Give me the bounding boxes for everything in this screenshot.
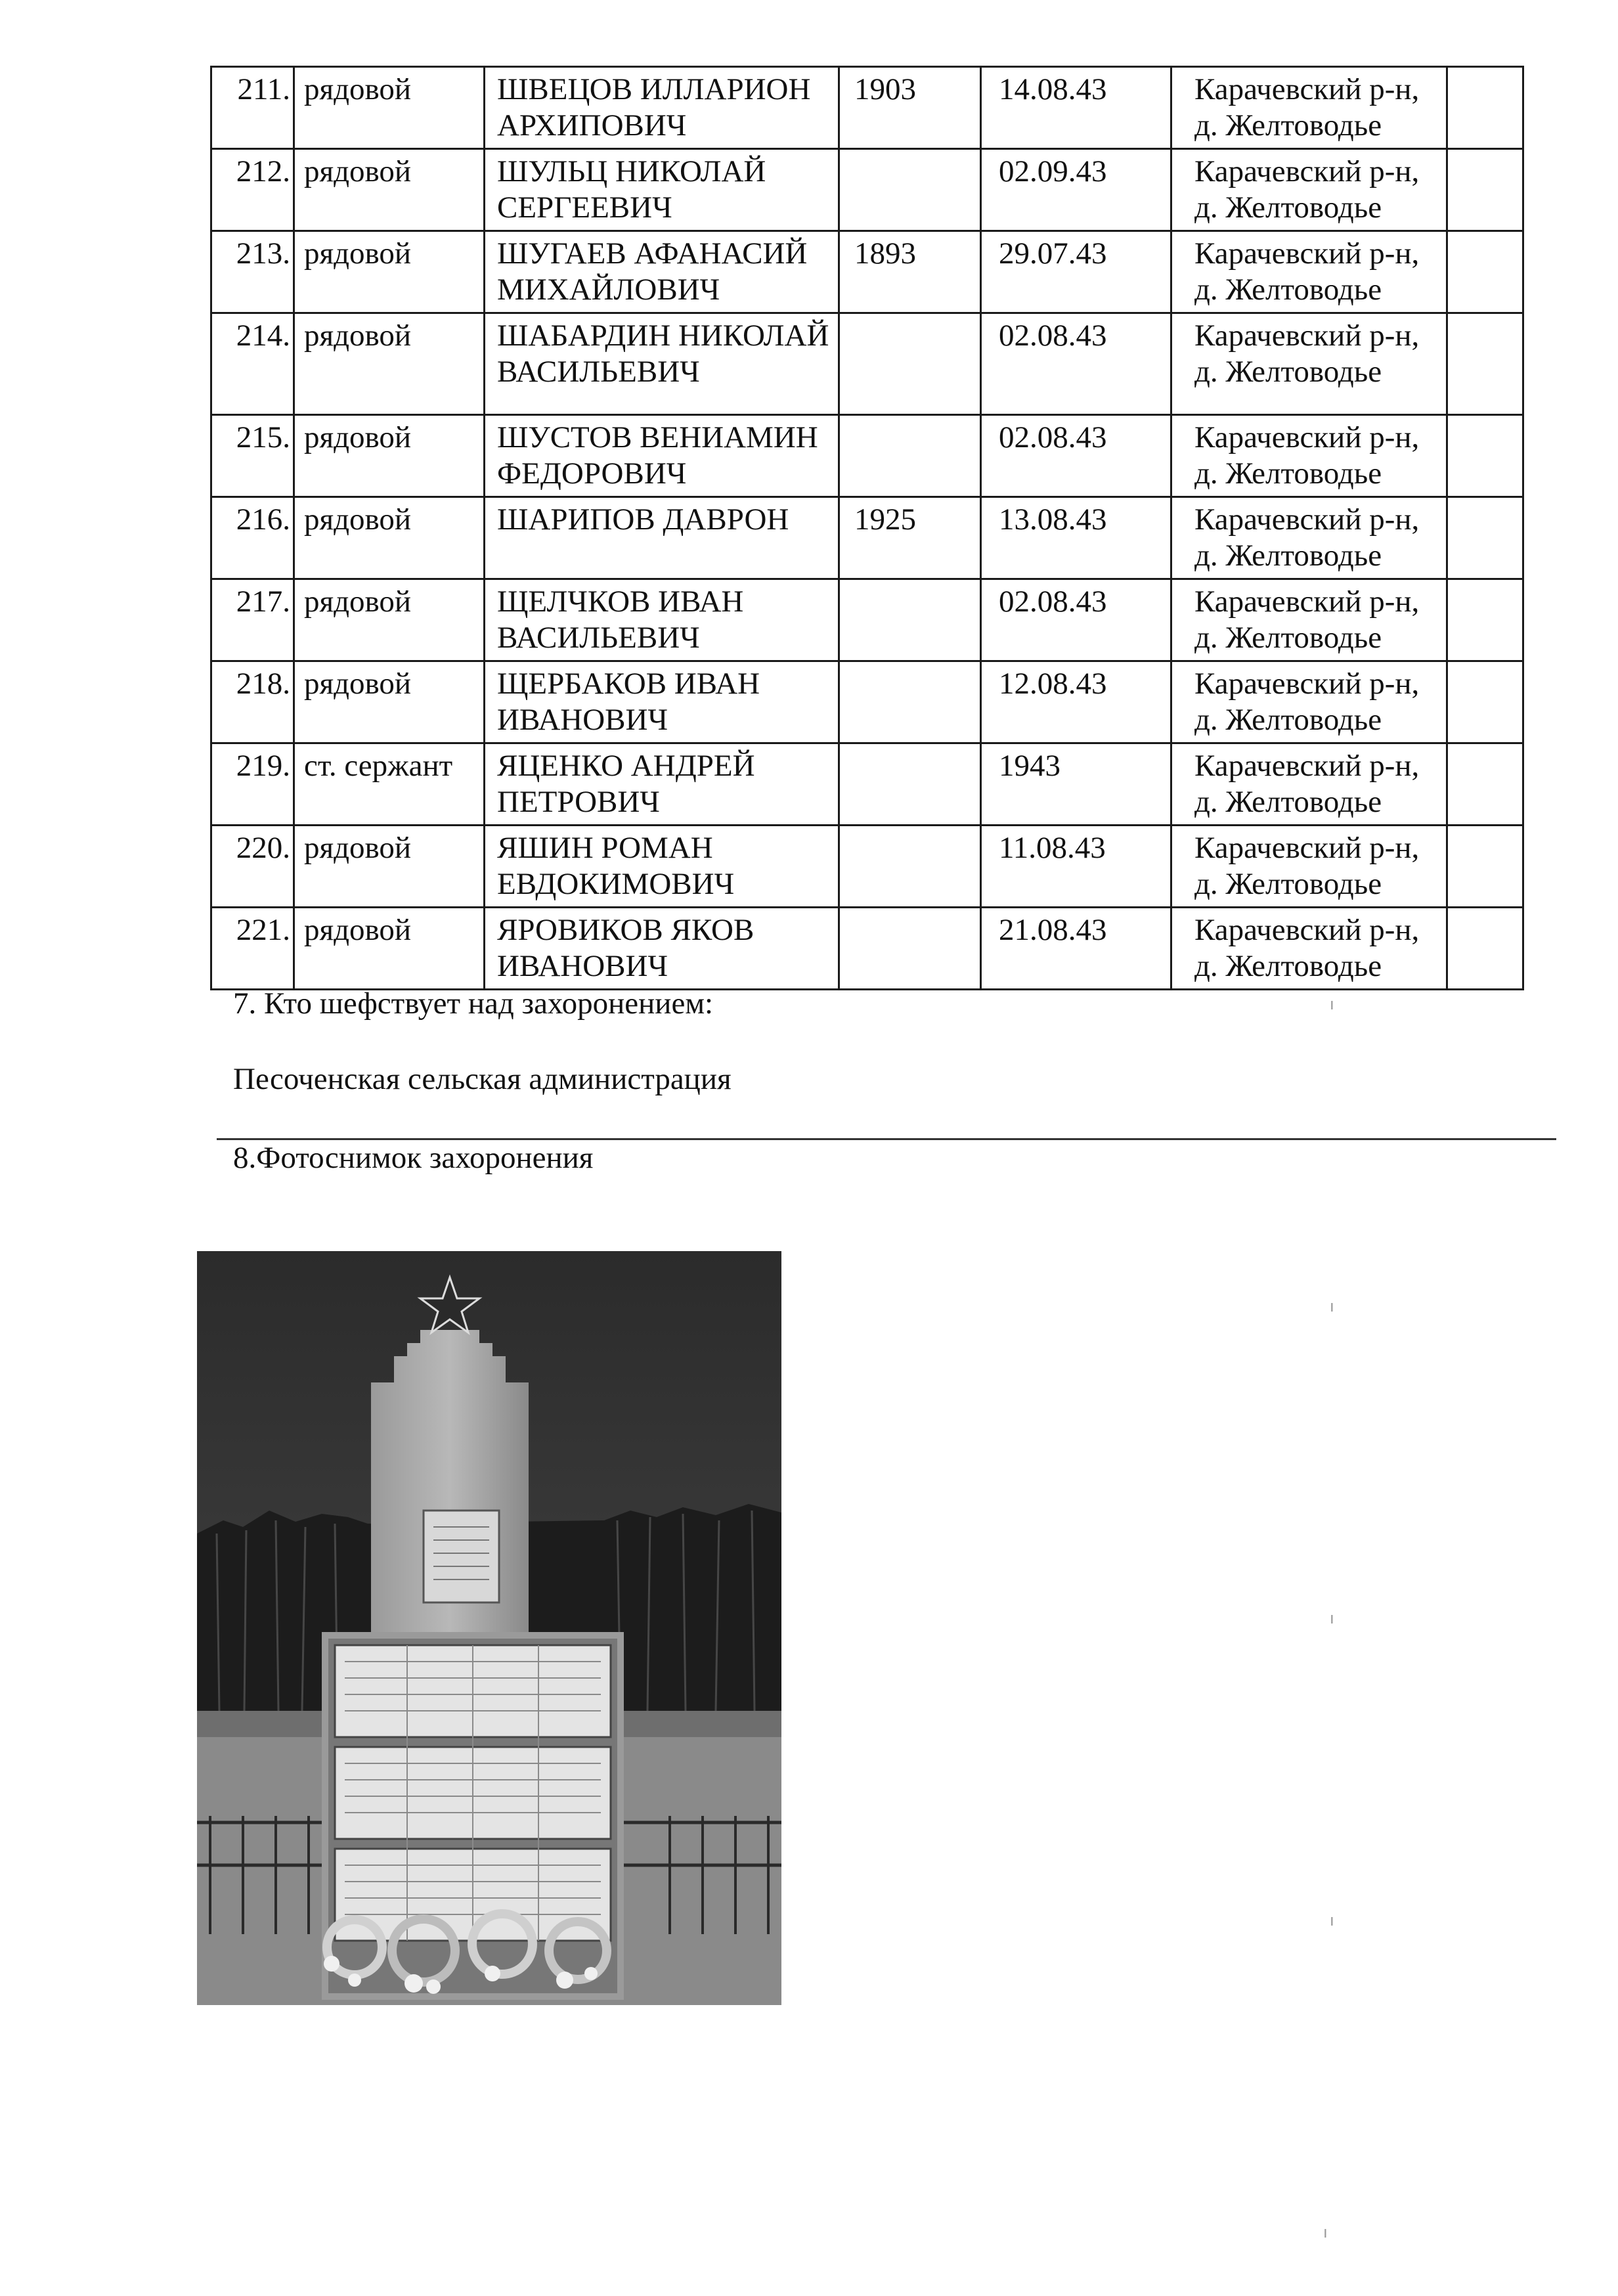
military-rank: рядовой [294, 67, 485, 149]
military-rank: рядовой [294, 415, 485, 497]
death-date: 02.08.43 [981, 415, 1171, 497]
military-rank: рядовой [294, 231, 485, 313]
empty-cell [1447, 908, 1523, 990]
empty-cell [1447, 231, 1523, 313]
soldier-name: ШАРИПОВ ДАВРОН [485, 497, 839, 579]
row-number: 213. [211, 231, 294, 313]
empty-cell [1447, 497, 1523, 579]
row-number: 214. [211, 313, 294, 415]
birth-year [839, 661, 981, 743]
burial-place: Карачевский р-н, д. Желтоводье [1171, 149, 1447, 231]
burial-place: Карачевский р-н, д. Желтоводье [1171, 497, 1447, 579]
table-row [211, 661, 1523, 743]
scan-speck: ı [1330, 1297, 1334, 1315]
table-row [211, 743, 1523, 826]
table-row [211, 579, 1523, 661]
empty-cell [1447, 149, 1523, 231]
row-number: 211. [211, 67, 294, 149]
soldier-name: ЩЕЛЧКОВ ИВАН ВАСИЛЬЕВИЧ [485, 579, 839, 661]
death-date: 29.07.43 [981, 231, 1171, 313]
table-row [211, 497, 1523, 579]
row-number: 220. [211, 826, 294, 908]
caretaker-organization: Песоченская сельская администрация [233, 1062, 732, 1096]
table-row [211, 149, 1523, 231]
soldier-name: ЯРОВИКОВ ЯКОВ ИВАНОВИЧ [485, 908, 839, 990]
military-rank: ст. сержант [294, 743, 485, 826]
burial-place: Карачевский р-н, д. Желтоводье [1171, 313, 1447, 415]
table-body [211, 67, 1523, 990]
monument-photo-image [197, 1251, 781, 2005]
table-row [211, 826, 1523, 908]
soldier-name: ШУСТОВ ВЕНИАМИН ФЕДОРОВИЧ [485, 415, 839, 497]
empty-cell [1447, 415, 1523, 497]
birth-year [839, 908, 981, 990]
burial-list-table [210, 66, 1524, 990]
military-rank: рядовой [294, 661, 485, 743]
table-row [211, 908, 1523, 990]
soldier-name: ЯШИН РОМАН ЕВДОКИМОВИЧ [485, 826, 839, 908]
empty-cell [1447, 313, 1523, 415]
birth-year [839, 313, 981, 415]
burial-place: Карачевский р-н, д. Желтоводье [1171, 231, 1447, 313]
soldier-name: ШУЛЬЦ НИКОЛАЙ СЕРГЕЕВИЧ [485, 149, 839, 231]
row-number: 215. [211, 415, 294, 497]
death-date: 02.08.43 [981, 313, 1171, 415]
section-7-heading: 7. Кто шефствует над захоронением: [233, 986, 714, 1021]
military-rank: рядовой [294, 826, 485, 908]
empty-cell [1447, 579, 1523, 661]
soldier-name: ШУГАЕВ АФАНАСИЙ МИХАЙЛОВИЧ [485, 231, 839, 313]
table-row [211, 415, 1523, 497]
scan-speck: ı [1323, 2223, 1328, 2241]
birth-year [839, 826, 981, 908]
burial-place: Карачевский р-н, д. Желтоводье [1171, 743, 1447, 826]
soldier-name: ЩЕРБАКОВ ИВАН ИВАНОВИЧ [485, 661, 839, 743]
birth-year: 1925 [839, 497, 981, 579]
row-number: 218. [211, 661, 294, 743]
empty-cell [1447, 826, 1523, 908]
burial-place: Карачевский р-н, д. Желтоводье [1171, 579, 1447, 661]
row-number: 217. [211, 579, 294, 661]
death-date: 21.08.43 [981, 908, 1171, 990]
table-row [211, 313, 1523, 415]
birth-year: 1893 [839, 231, 981, 313]
burial-place: Карачевский р-н, д. Желтоводье [1171, 908, 1447, 990]
scan-speck: ı [1330, 1911, 1334, 1930]
death-date: 11.08.43 [981, 826, 1171, 908]
military-rank: рядовой [294, 579, 485, 661]
burial-place: Карачевский р-н, д. Желтоводье [1171, 415, 1447, 497]
death-date: 02.09.43 [981, 149, 1171, 231]
scan-speck: ı [1330, 1609, 1334, 1627]
birth-year [839, 579, 981, 661]
row-number: 219. [211, 743, 294, 826]
table-row [211, 67, 1523, 149]
row-number: 216. [211, 497, 294, 579]
section-8-heading: 8.Фотоснимок захоронения [233, 1141, 594, 1175]
table-row [211, 231, 1523, 313]
soldier-name: ЯЦЕНКО АНДРЕЙ ПЕТРОВИЧ [485, 743, 839, 826]
military-rank: рядовой [294, 497, 485, 579]
death-date: 14.08.43 [981, 67, 1171, 149]
death-date: 1943 [981, 743, 1171, 826]
birth-year [839, 415, 981, 497]
empty-cell [1447, 743, 1523, 826]
soldier-name: ШАБАРДИН НИКОЛАЙ ВАСИЛЬЕВИЧ [485, 313, 839, 415]
burial-place: Карачевский р-н, д. Желтоводье [1171, 661, 1447, 743]
row-number: 221. [211, 908, 294, 990]
soldier-name: ШВЕЦОВ ИЛЛАРИОН АРХИПОВИЧ [485, 67, 839, 149]
birth-year: 1903 [839, 67, 981, 149]
death-date: 02.08.43 [981, 579, 1171, 661]
burial-monument-photo [197, 1251, 781, 2005]
row-number: 212. [211, 149, 294, 231]
birth-year [839, 743, 981, 826]
scan-speck: ı [1330, 995, 1334, 1013]
empty-cell [1447, 67, 1523, 149]
military-rank: рядовой [294, 313, 485, 415]
burial-place: Карачевский р-н, д. Желтоводье [1171, 826, 1447, 908]
military-rank: рядовой [294, 149, 485, 231]
birth-year [839, 149, 981, 231]
military-rank: рядовой [294, 908, 485, 990]
empty-cell [1447, 661, 1523, 743]
burial-place: Карачевский р-н, д. Желтоводье [1171, 67, 1447, 149]
death-date: 12.08.43 [981, 661, 1171, 743]
death-date: 13.08.43 [981, 497, 1171, 579]
